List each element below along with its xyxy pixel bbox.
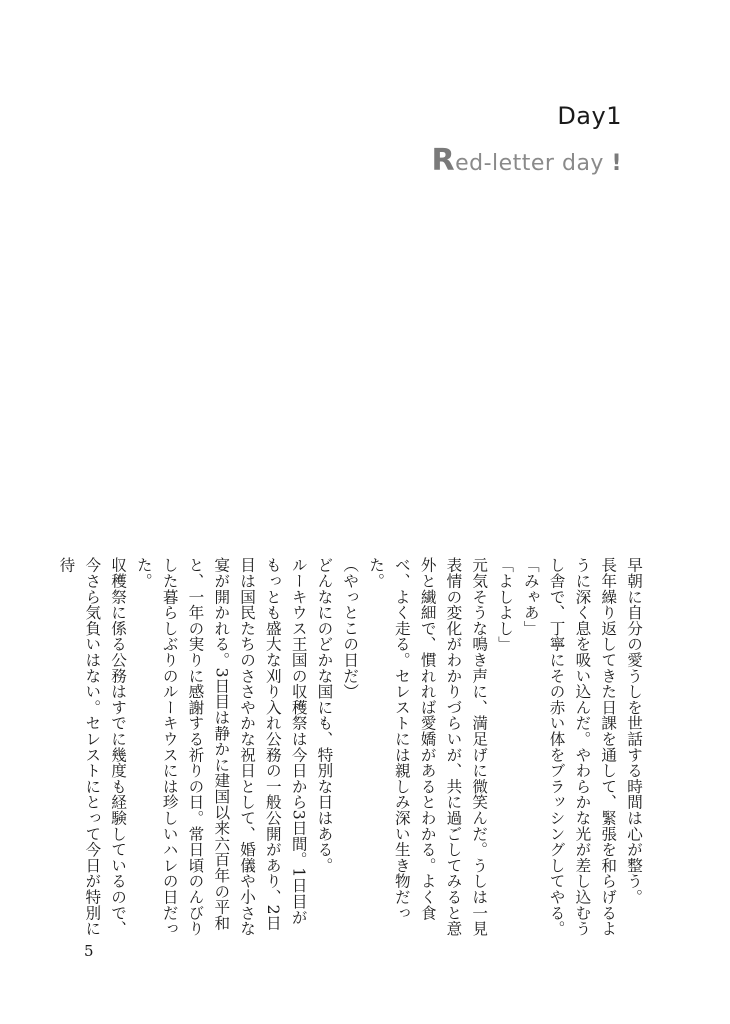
paragraph-9: 収穫祭に係る公務はすでに幾度も経験しているので、今さら気負いはない。セレストにとって今日が特別に待 xyxy=(57,557,128,937)
paragraph-1: 早朝に自分の愛うしを世話する時間は心が整う。 xyxy=(625,557,643,905)
body-text xyxy=(57,557,646,937)
paragraph-3: 「みゃあ」 xyxy=(521,557,540,636)
page-number: 5 xyxy=(84,942,94,960)
paragraph-2: 長年繰り返してきた日課を通して、緊張を和らげるように深く息を吸い込んだ。やわらかな光が差し込むうし舎で、丁寧にその赤い体をブラッシングしてやる。 xyxy=(547,557,618,937)
subtitle-initial: R xyxy=(431,143,456,178)
paragraph-6: （やっとこの日だ） xyxy=(341,557,360,700)
paragraph-5: 元気そうな鳴き声に、満足げに微笑んだ。うしは一見表情の変化がわかりづらいが、共に過ごしてみると意外と繊細で、慣れれば愛嬌があるとわかる。よく食べ、よく走る。セレストには親しみ深い生き物だった。 xyxy=(367,557,489,937)
paragraph-8: ルーキウス王国の収穫祭は今日から3日間。1日目がもっとも盛大な刈り入れ公務の一般公開があり、2日目は国民たちのささやかな祝日として、婚儀や小さな宴が開かれる。3日目は静かに建国以来六百年の平和と、一年の実りに感謝する祈りの日。常日頃のんびりした暮らしぶりのルーキウスには珍しいハレの日だった。 xyxy=(134,557,308,937)
subtitle-text: ed-letter day xyxy=(455,151,604,176)
subtitle-exclamation: ! xyxy=(611,151,622,176)
paragraph-7: どんなにのどかな国にも、特別な日はある。 xyxy=(315,557,334,873)
chapter-title: Day1 xyxy=(557,102,622,130)
chapter-heading xyxy=(431,104,622,176)
paragraph-4: 「よしよし」 xyxy=(496,557,515,652)
chapter-subtitle xyxy=(431,143,622,178)
